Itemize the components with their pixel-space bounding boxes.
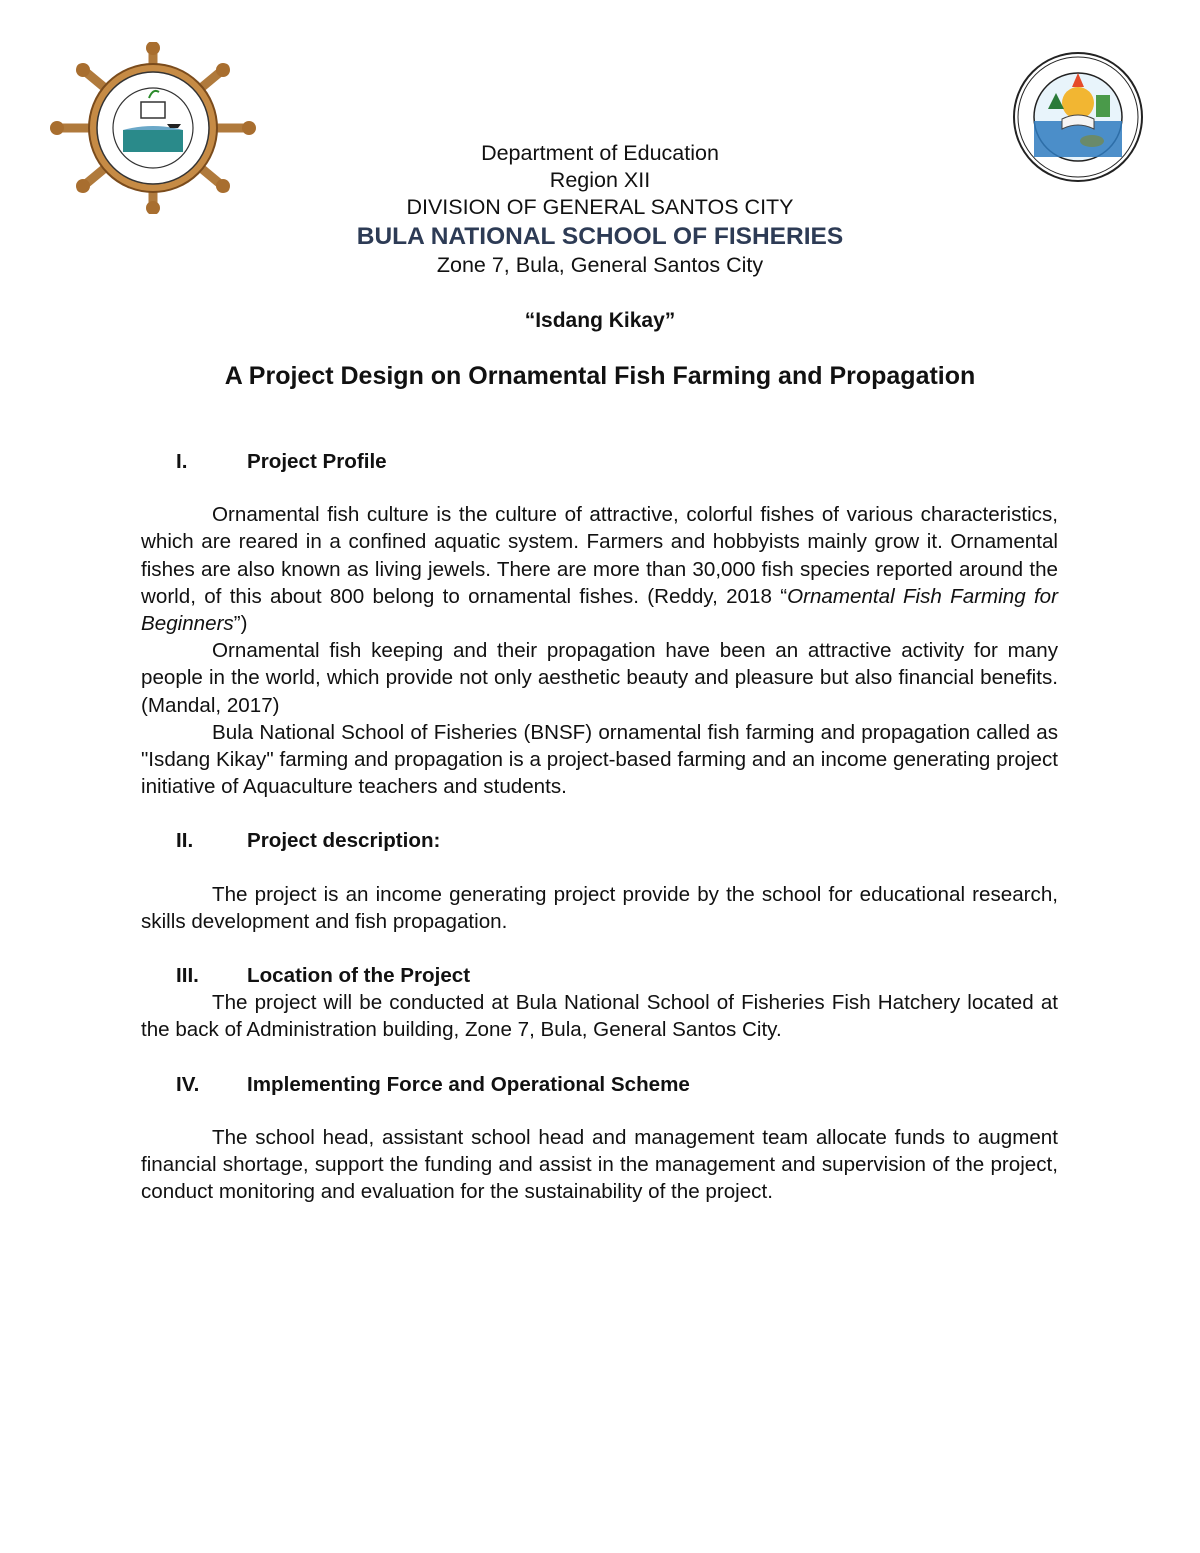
school-name: BULA NATIONAL SCHOOL OF FISHERIES	[356, 223, 844, 250]
paragraph: Bula National School of Fisheries (BNSF) ornamental fish farming and propagation called as "Isdang Kikay" farming and propagation is a project-based farming and an income generating project initiative of Aquaculture teachers and students.	[141, 720, 1058, 799]
document-header	[0, 140, 1200, 279]
division-name: DIVISION OF GENERAL SANTOS CITY	[406, 195, 794, 219]
document-body	[141, 448, 1058, 1205]
section-title: Location of the Project	[247, 964, 471, 988]
section-number: III.	[176, 964, 199, 988]
document-title: A Project Design on Ornamental Fish Farming and Propagation	[224, 362, 976, 390]
department-name: Department of Education	[481, 141, 719, 165]
section-heading	[141, 1071, 1058, 1098]
section-number: IV.	[176, 1072, 200, 1096]
section-number: II.	[176, 829, 194, 853]
section-heading	[141, 962, 1058, 989]
paragraph: Ornamental fish culture is the culture of attractive, colorful fishes of various characteristics, which are reared in a confined aquatic system. Farmers and hobbyists mainly grow it. Ornamental fishes are also known as living jewels. There are more than 30,000 fish species reported around the world, of this about 800 belong to ornamental fishes. (Reddy, 2018 “Ornamental Fish Farming for Beginners”)	[141, 503, 1058, 636]
region-name: Region XII	[549, 168, 651, 192]
school-address: Zone 7, Bula, General Santos City	[436, 253, 764, 277]
cited-title: Ornamental Fish Farming for Beginners	[141, 584, 1058, 636]
paragraph: The project will be conducted at Bula National School of Fisheries Fish Hatchery located at the back of Administration building, Zone 7, Bula, General Santos City.	[141, 991, 1058, 1042]
section-title: Project description:	[247, 829, 441, 853]
section-heading	[141, 448, 1058, 475]
project-tagline: “Isdang Kikay”	[524, 309, 676, 332]
section-number: I.	[176, 450, 188, 473]
paragraph: The school head, assistant school head and management team allocate funds to augment financial shortage, support the funding and assist in the management and supervision of the project, conduct monitoring and evaluation for the sustainability of the project.	[141, 1125, 1058, 1204]
paragraph: The project is an income generating project provide by the school for educational research, skills development and fish propagation.	[141, 882, 1058, 933]
paragraph: Ornamental fish keeping and their propagation have been an attractive activity for many people in the world, which provide not only aesthetic beauty and pleasure but also financial benefits. (Mandal, 2017)	[141, 639, 1058, 717]
section-title: Implementing Force and Operational Scheme	[247, 1072, 690, 1096]
section-title: Project Profile	[247, 450, 387, 473]
section-heading	[141, 827, 1058, 854]
